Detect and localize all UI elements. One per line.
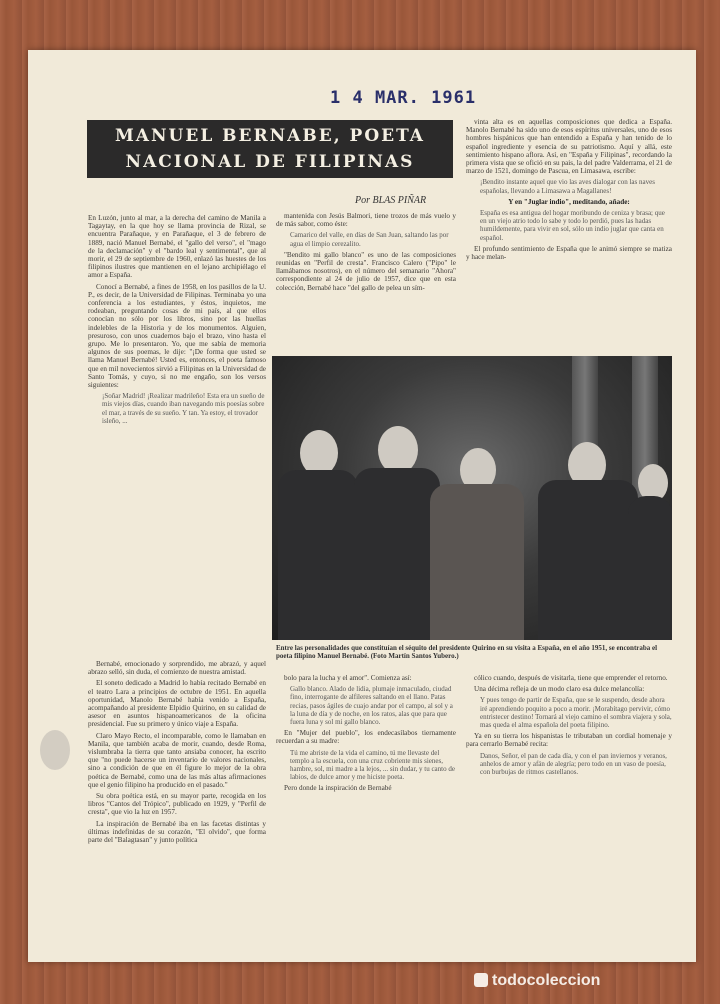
person-body: [538, 480, 638, 640]
person-body: [628, 496, 672, 640]
paragraph: "Bendito mi gallo blanco" es uno de las composiciones reunidas en "Perfil de cresta". Francisco Calero ("Pipo" le llamábamos nosotros), en el número del semanario "Ahora" correspondiente al 24 de julio de 1957, dice que en esta colección, Bernabé hace "del gallo de pelea un sím-: [276, 250, 456, 292]
verse: ¡Soñar Madrid! ¡Realizar madrileño! Esta era un sueño de mis viejos días, cuando iban navegando mis poesías sobre el mar, a través de su sueño. Y tan. Ya estoy, el trovador isleño, ...: [102, 392, 265, 425]
verse: ¡Bendito instante aquel que vio las aves dialogar con las naves españolas, llevando a Limasawa a Magallanes!: [480, 178, 655, 195]
paragraph: El soneto dedicado a Madrid lo había recitado Bernabé en el teatro Lara a principios de octubre de 1951. En aquella oportunidad, Manolo Bernabé había venido a España, acompañando al presidente Elpidio Quirino, en su calidad de asesor en asuntos hispanoamericanos de la oficina presidencial. Fue su primero y único viaje a España.: [88, 679, 266, 729]
verse: Tú me abriste de la vida el camino, tú me llevaste del templo a la escuela, con una cruz cobriente mis sienes, hambre, sol, mi madre a la lejos, ... sin dudar, y tu canto de labios, de dulce amor y me hiciste poeta.: [290, 748, 455, 782]
verse: Danos, Señor, el pan de cada día, y con el pan inviernos y veranos, anhelos de amor y afán de alegría; pero todo en un vaso de poesía, con burbujas de ritmos castellanos.: [480, 751, 667, 777]
column-2-bottom: [276, 674, 456, 956]
verse: Y pues tengo de partir de España, que se le suspendo, desde ahora iré aprendiendo poquito a poco a morir. ¡Morabítago pervivir, cómo entristecer destino! Tornará al viejo camino el sombra viajera y sola, mas queda el alma española del poeta filipino.: [480, 696, 672, 730]
watermark-text: todocoleccion: [492, 972, 601, 989]
verse: Camarico del valle, en días de San Juan, saltando las por agua el limpio cerezalito.: [290, 231, 449, 248]
byline: Por BLAS PIÑAR: [355, 195, 427, 206]
page-stain: [40, 730, 70, 770]
title-line-2: NACIONAL DE FILIPINAS: [125, 152, 415, 172]
subheading: Y en "Juglar indio", meditando, añade:: [508, 197, 630, 206]
paragraph: cólico cuando, después de visitarla, tiene que emprender el retorno.: [474, 674, 668, 682]
article-title: [87, 120, 453, 178]
paragraph: En "Mujer del pueblo", los endecasílabos tiernamente recuerdan a su madre:: [276, 729, 456, 746]
date-stamp: 1 4 MAR. 1961: [330, 88, 477, 108]
paragraph: Su obra poética está, en su mayor parte, recogida en los libros "Cantos del Trópico", publicado en 1929, y "Perfil de cresta", que vio la luz en 1957.: [88, 792, 266, 817]
paragraph: Una décima refleja de un modo claro esa dulce melancolía:: [474, 685, 645, 694]
column-1: [88, 214, 266, 646]
column-1-bottom: [88, 660, 266, 956]
person-body: [354, 468, 440, 640]
paragraph: vinta alta es en aquellas composiciones que dedica a España. Manolo Bernabé ha sido uno de esos espíritus universales, uno de esos hombres hispánicos que han entendido a España y han tenido de lo español ingrediente y esencia de su patriotismo. Aquí y allá, este sentimiento hispano aflora. Así, en "España y Filipinas", recordando la primera vista que se ofició en su pais, la del padre Valderrama, el 21 de marzo de 1521, domingo de Pascua, en Limasawa, escribe:: [466, 118, 672, 176]
verse: España es esa antigua del hogar moribundo de ceniza y brasa; que en un viejo atrio todo lo sabe y todo lo perdió, pues las hadas humildemente, para vivir en sol, sólo un indio juglar que canta en español.: [480, 209, 665, 242]
column-2: [276, 212, 456, 352]
paragraph: La inspiración de Bernabé iba en las facetas distintas y últimas indefinidas de su corazón, "El olvido", que forma parte del "Balagtasan" y junto política: [88, 819, 266, 845]
paragraph: Claro Mayo Recto, el incomparable, como le llamaban en Manila, que también acaba de morir, cuando, desde Roma, vislumbraba la tierra que tanto ansiaba conocer, ha escrito que "no puede hacerse un inventario de valores nacionales, sino a condición de que en él figure lo mejor de la obra poética de Bernabé, como una de las más altas afirmaciones que el genio filipino ha producido en el pasado.": [88, 731, 266, 789]
paragraph: El profundo sentimiento de España que le animó siempre se matiza y hace melan-: [466, 244, 672, 262]
photo-caption: Entre las personalidades que constituían el séquito del presidente Quirino en su visita a España, en el año 1951, se encontraba el poeta filipino Manuel Bernabé. (Foto Martín Santos Yubero.): [276, 644, 658, 660]
watermark: [474, 972, 710, 990]
person-body: [278, 470, 358, 640]
paragraph: Ya en su tierra los hispanistas le tributaban un cordial homenaje y para cerrarlo Bernabé recita:: [466, 732, 672, 749]
paragraph: Bernabé, emocionado y sorprendido, me abrazó, y aquel abrazo selló, sin duda, el comienzo de nuestra amistad.: [88, 660, 266, 677]
column-3-bottom: [466, 674, 672, 956]
person-body: [430, 484, 524, 640]
verse: Gallo blanco. Alado de lidia, plumaje inmaculado, ciudad fino, interrogante de alfileres saltando en el llano. Patas recias, pasos ágiles de cuajo andar por el campo, al sol y a la luna de día y de noche, en los ratos, alas que para que fuera luna y sol mi gallo blanco.: [290, 685, 453, 727]
logo-icon: [474, 973, 488, 987]
column-3: [466, 118, 672, 354]
paragraph: Pero donde la inspiración de Bernabé: [284, 784, 392, 793]
paragraph: bolo para la lucha y el amor". Comienza así:: [284, 674, 412, 682]
person-head: [378, 426, 418, 474]
paragraph: En Luzón, junto al mar, a la derecha del camino de Manila a Tagaytay, en la que hoy se llama provincia de Rizal, se encuentra Parañaque, y en Parañaque, el 3 de febrero de 1889, nació Manuel Bernabé, el "gallo del verso", el "mago de la declamación" y el "bardo leal y sentimental", que al morir, el 29 de septiembre de 1960, enlazó las huestes de los filipinos ilustres que mantienen en el lejano archipiélago el amor a España.: [88, 214, 266, 280]
paragraph: mantenida con Jesús Balmori, tiene trozos de más vuelo y de más sabor, como éste:: [276, 212, 456, 229]
news-photo: [272, 356, 672, 640]
title-line-1: MANUEL BERNABE, POETA: [114, 126, 425, 146]
paragraph: Conocí a Bernabé, a fines de 1958, en los pasillos de la U. P., es decir, de la Universidad de Filipinas. Terminaba yo una conferencia a los estudiantes, y éstos, inquietos, me rodeaban, preguntando cosas de mi país, al que ellos conocían no sólo por los libros, sino por las huellas indelebles de la Historia y de los monumentos. Alguien, presuroso, con unos cuadernos bajo el brazo, vino hasta el grupo. Me lo presentaron. Yo, que me sabía de memoria algunos de sus poemas, le dije: "¡De forma que usted se llama Manuel Bernabé! Usted es, entonces, el poeta famoso que en mil novecientos sirvió a Filipinas en la Universidad de Santo Tomás, y cuyo, si no me engaño, son los versos siguientes:: [88, 282, 266, 390]
